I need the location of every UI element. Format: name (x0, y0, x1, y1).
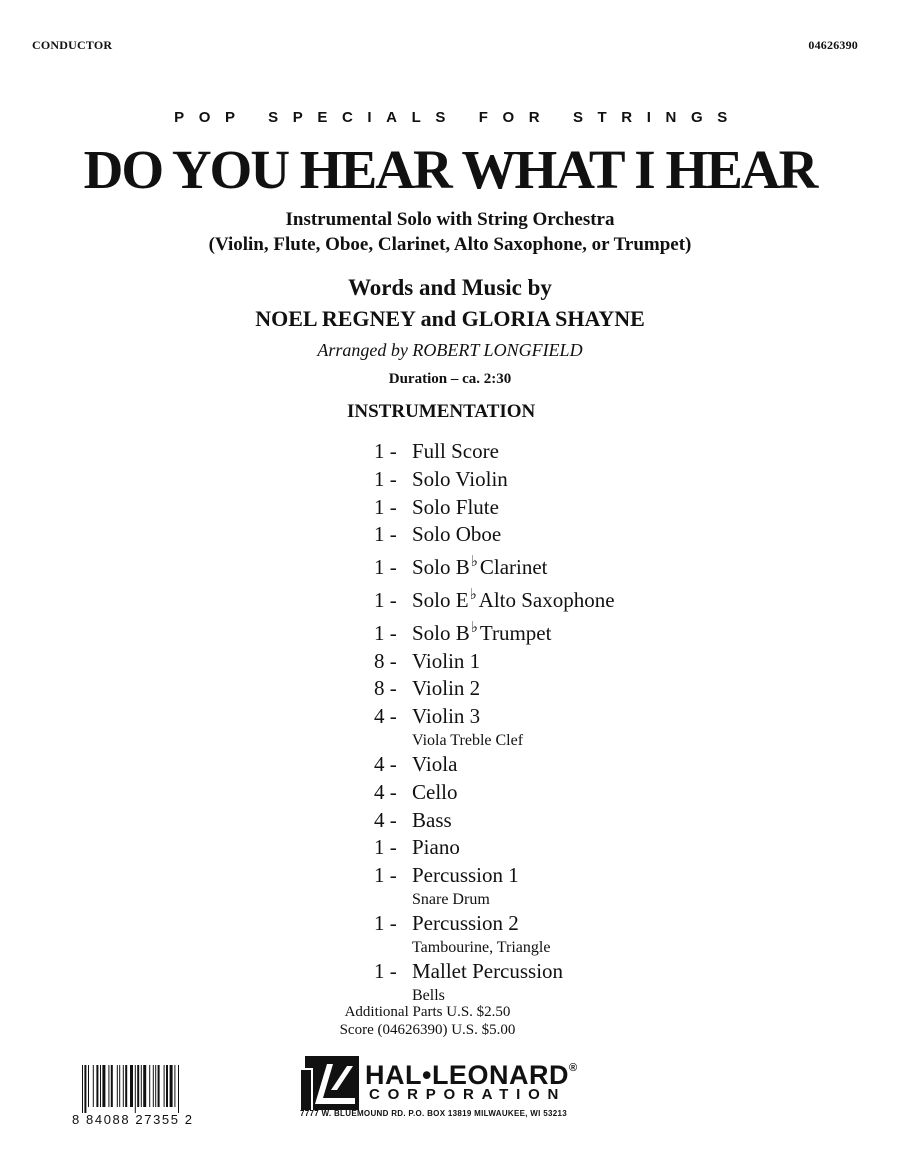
part-name: Solo Oboe (412, 522, 502, 547)
flat-sign: ♭ (470, 554, 478, 571)
barcode-bar (108, 1065, 109, 1107)
score-price: Score (04626390) U.S. $5.00 (339, 1022, 516, 1038)
part-quantity: 1 - (374, 863, 397, 888)
instrument-part (374, 615, 774, 648)
part-name: Viola (412, 751, 458, 776)
part-name: Percussion 2 (412, 910, 519, 935)
barcode-bar (170, 1065, 173, 1107)
part-name: Solo Flute (412, 494, 499, 519)
song-title: DO YOU HEAR WHAT I HEAR (83, 139, 817, 200)
instrument-part (374, 521, 774, 549)
part-quantity: 4 - (374, 751, 397, 776)
instrument-part (374, 751, 774, 779)
series-name: POP SPECIALS FOR STRINGS (174, 109, 742, 126)
part-name-suffix: Trumpet (479, 620, 552, 645)
part-quantity: 1 - (374, 522, 397, 547)
barcode-bar (82, 1065, 83, 1113)
duration: Duration – ca. 2:30 (388, 371, 512, 387)
part-quantity: 1 - (374, 835, 397, 860)
instrumentation-heading: INSTRUMENTATION (347, 401, 536, 422)
part-name: Mallet Percussion (412, 958, 564, 983)
part-name: Solo Violin (412, 466, 508, 491)
instrument-part (374, 958, 774, 1006)
part-name: Full Score (412, 439, 499, 463)
barcode-bar (149, 1065, 150, 1107)
flat-sign: ♭ (469, 586, 477, 603)
barcode-bar (137, 1065, 139, 1107)
part-name: Solo B (412, 620, 470, 645)
barcode-bar (93, 1065, 94, 1107)
barcode-bar (111, 1065, 113, 1107)
part-name: Violin 2 (412, 676, 481, 701)
instrument-part (374, 862, 774, 910)
barcode-bar (102, 1065, 105, 1107)
part-quantity: 1 - (374, 620, 397, 645)
barcode-bar (143, 1065, 146, 1107)
part-name: Piano (412, 835, 460, 860)
part-name-suffix: Clarinet (479, 555, 548, 580)
instrumentation-list (374, 438, 774, 1006)
publisher-name: HAL•LEONARD® (365, 1060, 578, 1090)
instrument-part (374, 549, 774, 582)
barcode-bar (117, 1065, 118, 1107)
instrument-part (374, 466, 774, 494)
part-quantity: 1 - (374, 910, 397, 935)
part-label: CONDUCTOR (32, 38, 113, 52)
part-note: Snare Drum (412, 890, 490, 908)
subtitle-line-1: Instrumental Solo with String Orchestra (285, 209, 615, 230)
barcode-bar (88, 1065, 89, 1107)
instrument-part (374, 834, 774, 862)
part-name: Solo B (412, 555, 470, 580)
barcode-bar (178, 1065, 179, 1113)
barcode-bar (166, 1065, 168, 1107)
part-quantity: 1 - (374, 587, 397, 612)
publisher-address: 7777 W. BLUEMOUND RD. P.O. BOX 13819 MILWAUKEE, WI 53213 (300, 1109, 567, 1118)
part-quantity: 1 - (374, 555, 397, 580)
part-note: Viola Treble Clef (412, 731, 524, 749)
hal-leonard-logo-icon (297, 1054, 361, 1112)
flat-sign: ♭ (470, 619, 478, 636)
barcode-bar (84, 1065, 86, 1113)
part-quantity: 4 - (374, 779, 397, 804)
barcode-bar (164, 1065, 165, 1107)
barcode-bar (96, 1065, 98, 1107)
part-note: Tambourine, Triangle (412, 938, 551, 956)
barcode-number: 8 84088 27355 2 (72, 1112, 194, 1127)
part-quantity: 1 - (374, 466, 397, 491)
publisher-corporation: CORPORATION (369, 1086, 567, 1103)
composers: NOEL REGNEY and GLORIA SHAYNE (255, 306, 645, 331)
instrument-part (374, 648, 774, 676)
part-quantity: 4 - (374, 807, 397, 832)
barcode-bar (125, 1065, 127, 1107)
part-name-suffix: Alto Saxophone (478, 587, 615, 612)
barcode (80, 1065, 213, 1113)
instrument-part (374, 675, 774, 703)
barcode-bar (123, 1065, 124, 1107)
part-quantity: 1 - (374, 439, 397, 463)
instrument-part (374, 582, 774, 615)
instrument-part (374, 703, 774, 751)
part-quantity: 8 - (374, 676, 397, 701)
part-quantity: 4 - (374, 704, 397, 729)
registered-mark: ® (568, 1062, 578, 1074)
barcode-bar (153, 1065, 154, 1107)
words-and-music-label: Words and Music by (348, 275, 552, 300)
part-quantity: 1 - (374, 958, 397, 983)
part-name: Bass (412, 807, 452, 832)
part-name: Violin 1 (412, 648, 481, 673)
barcode-bar (158, 1065, 160, 1107)
instrument-part (374, 910, 774, 958)
barcode-bar (119, 1065, 120, 1107)
part-name: Solo E (412, 587, 469, 612)
instrument-part (374, 494, 774, 522)
part-quantity: 8 - (374, 648, 397, 673)
part-note: Bells (412, 986, 445, 1004)
barcode-bar (100, 1065, 101, 1107)
part-name: Violin 3 (412, 704, 481, 729)
barcode-bar (141, 1065, 142, 1107)
barcode-bar (174, 1065, 175, 1107)
instrument-part (374, 438, 774, 466)
part-quantity: 1 - (374, 494, 397, 519)
subtitle-line-2: (Violin, Flute, Oboe, Clarinet, Alto Saxophone, or Trumpet) (208, 234, 692, 255)
barcode-bar (155, 1065, 156, 1107)
catalog-number: 04626390 (808, 38, 858, 52)
barcode-bar (135, 1065, 136, 1113)
instrument-part (374, 779, 774, 807)
barcode-bar (130, 1065, 133, 1107)
part-name: Percussion 1 (412, 863, 519, 888)
additional-parts-price: Additional Parts U.S. $2.50 (344, 1004, 511, 1020)
instrument-part (374, 807, 774, 835)
arranger: Arranged by ROBERT LONGFIELD (317, 340, 583, 360)
part-name: Cello (412, 779, 458, 804)
